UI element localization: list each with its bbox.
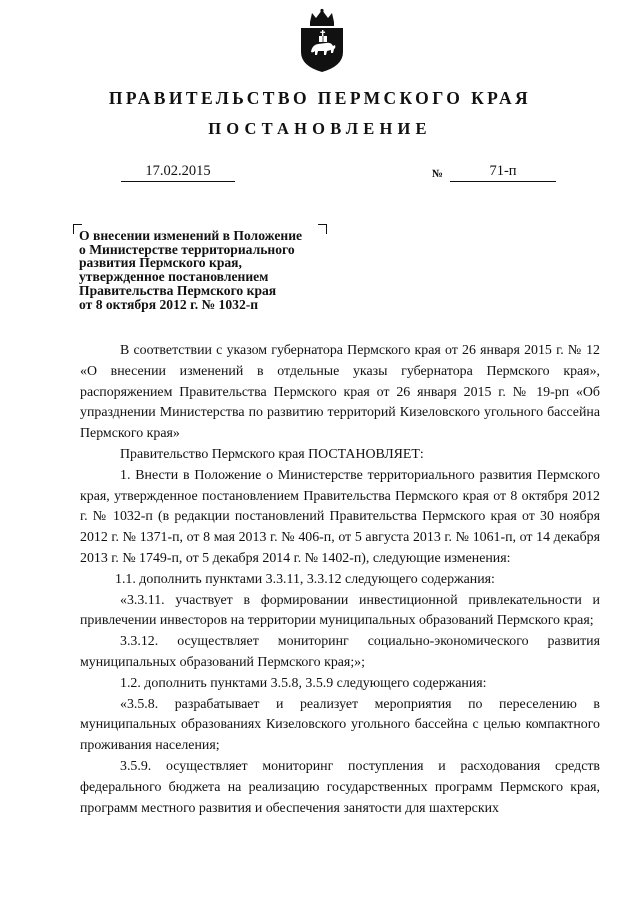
subject-line: Правительства Пермского края <box>79 282 277 298</box>
body-paragraph-item-1-2: 1.2. дополнить пунктами 3.5.8, 3.5.9 следующего содержания: <box>120 675 487 691</box>
document-subject <box>79 229 339 311</box>
body-paragraph-3-3-11: «3.3.11. участвует в формировании инвестиционной привлекательности и привлечении инвесторов на территории муниципальных образований Пермского края; <box>80 592 600 629</box>
body-paragraph-item-1: 1. Внести в Положение о Министерстве территориального развития Пермского края, утвержденное постановлением Правительства Пермского края от 8 октября 2012 г. № 1032-п (в редакции постановлений Правительства Пермского края от 30 ноября 2012 г. № 1371-п, от 8 мая 2013 г. № 406-п, от 5 августа 2013 г. № 1061-п, от 14 декабря 2013 г. № 1749-п, от 5 декабря 2014 г. № 1402-п), следующие изменения: <box>80 467 600 566</box>
body-paragraph-3-3-12: 3.3.12. осуществляет мониторинг социально-экономического развития муниципальных образований Пермского края;»; <box>80 634 600 670</box>
document-date: 17.02.2015 <box>121 162 235 182</box>
body-paragraph-preamble: В соответствии с указом губернатора Пермского края от 26 января 2015 г. № 12 «О внесении изменений в отдельные указы губернатора Пермского края», распоряжением Правительства Пермского края от 26 января 2015 г. № 19-рп «Об упразднении Министерства по развитию территорий Кизеловского угольного бассейна Пермского края» <box>80 343 600 442</box>
document-body <box>80 341 600 819</box>
government-title: ПРАВИТЕЛЬСТВО ПЕРМСКОГО КРАЯ <box>108 88 532 108</box>
body-paragraph-3-5-8: «3.5.8. разрабатывает и реализует мероприятия по переселению в муниципальных образованиях Кизеловского угольного бассейна с целью компактного проживания населения; <box>80 696 600 754</box>
body-paragraph-resolves: Правительство Пермского края ПОСТАНОВЛЯЕТ: <box>120 446 424 462</box>
body-paragraph-item-1-1: 1.1. дополнить пунктами 3.3.11, 3.3.12 следующего содержания: <box>115 571 495 587</box>
subject-line: утвержденное постановлением <box>79 269 269 285</box>
body-paragraph-3-5-9: 3.5.9. осуществляет мониторинг поступления и расходования средств федерального бюджета на реализацию государственных программ Пермского края, программ местного развития и обеспечения занятости для шахтерских <box>80 758 600 816</box>
perm-krai-coat-of-arms-icon <box>296 8 348 74</box>
subject-line: от 8 октября 2012 г. № 1032-п <box>79 296 259 312</box>
subject-line: развития Пермского края, <box>79 255 242 271</box>
subject-line: О внесении изменений в Положение <box>79 228 303 243</box>
subject-line: о Министерстве территориального <box>79 241 295 257</box>
number-sign: № <box>432 168 444 180</box>
document-type: ПОСТАНОВЛЕНИЕ <box>208 119 432 138</box>
document-number: 71-п <box>450 162 556 182</box>
